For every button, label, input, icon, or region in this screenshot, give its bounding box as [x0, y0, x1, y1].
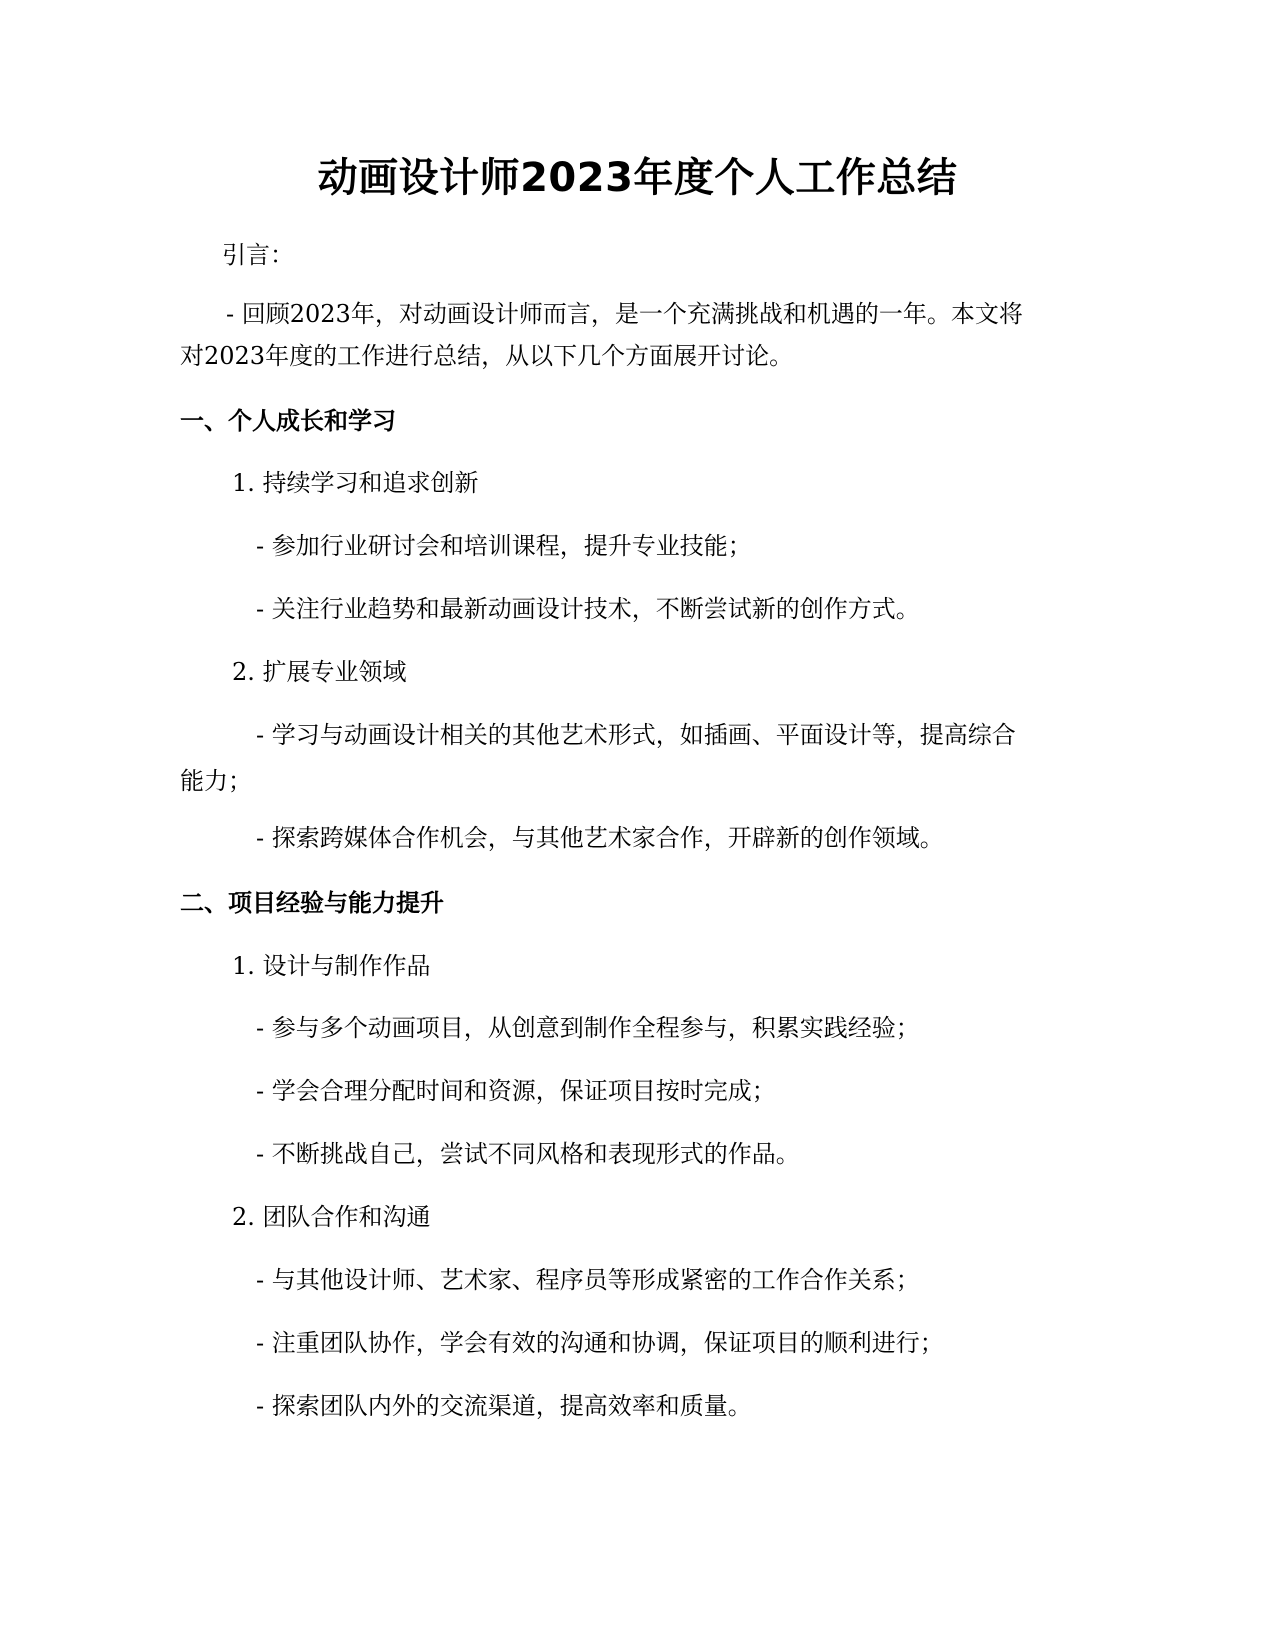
bullet-item: - 关注行业趋势和最新动画设计技术，不断尝试新的创作方式。: [256, 595, 920, 623]
intro-paragraph-line-1: - 回顾2023年，对动画设计师而言，是一个充满挑战和机遇的一年。本文将: [226, 300, 1023, 328]
subsection-title: 1. 设计与制作作品: [232, 952, 431, 980]
bullet-item: - 学会合理分配时间和资源，保证项目按时完成；: [256, 1077, 776, 1105]
bullet-item: - 注重团队协作，学会有效的沟通和协调，保证项目的顺利进行；: [256, 1329, 944, 1357]
bullet-item: - 学习与动画设计相关的其他艺术形式，如插画、平面设计等，提高综合能力；: [180, 721, 1016, 795]
bullet-item: - 探索团队内外的交流渠道，提高效率和质量。: [256, 1392, 752, 1420]
bullet-item: - 参加行业研讨会和培训课程，提升专业技能；: [256, 532, 752, 560]
subsection-title: 1. 持续学习和追求创新: [232, 469, 479, 497]
bullet-item: - 参与多个动画项目，从创意到制作全程参与，积累实践经验；: [256, 1014, 920, 1042]
section-heading-2: 二、项目经验与能力提升: [180, 889, 444, 917]
subsection-title: 2. 扩展专业领域: [232, 658, 407, 686]
bullet-item: - 不断挑战自己，尝试不同风格和表现形式的作品。: [256, 1140, 800, 1168]
section-heading-1: 一、个人成长和学习: [180, 407, 396, 435]
subsection-title: 2. 团队合作和沟通: [232, 1203, 431, 1231]
bullet-item: - 探索跨媒体合作机会，与其他艺术家合作，开辟新的创作领域。: [256, 824, 944, 852]
bullet-item: - 与其他设计师、艺术家、程序员等形成紧密的工作合作关系；: [256, 1266, 920, 1294]
intro-paragraph-line-2: 对2023年度的工作进行总结，从以下几个方面展开讨论。: [180, 342, 794, 370]
intro-label: 引言：: [222, 241, 294, 269]
document-title: 动画设计师2023年度个人工作总结: [317, 155, 958, 201]
